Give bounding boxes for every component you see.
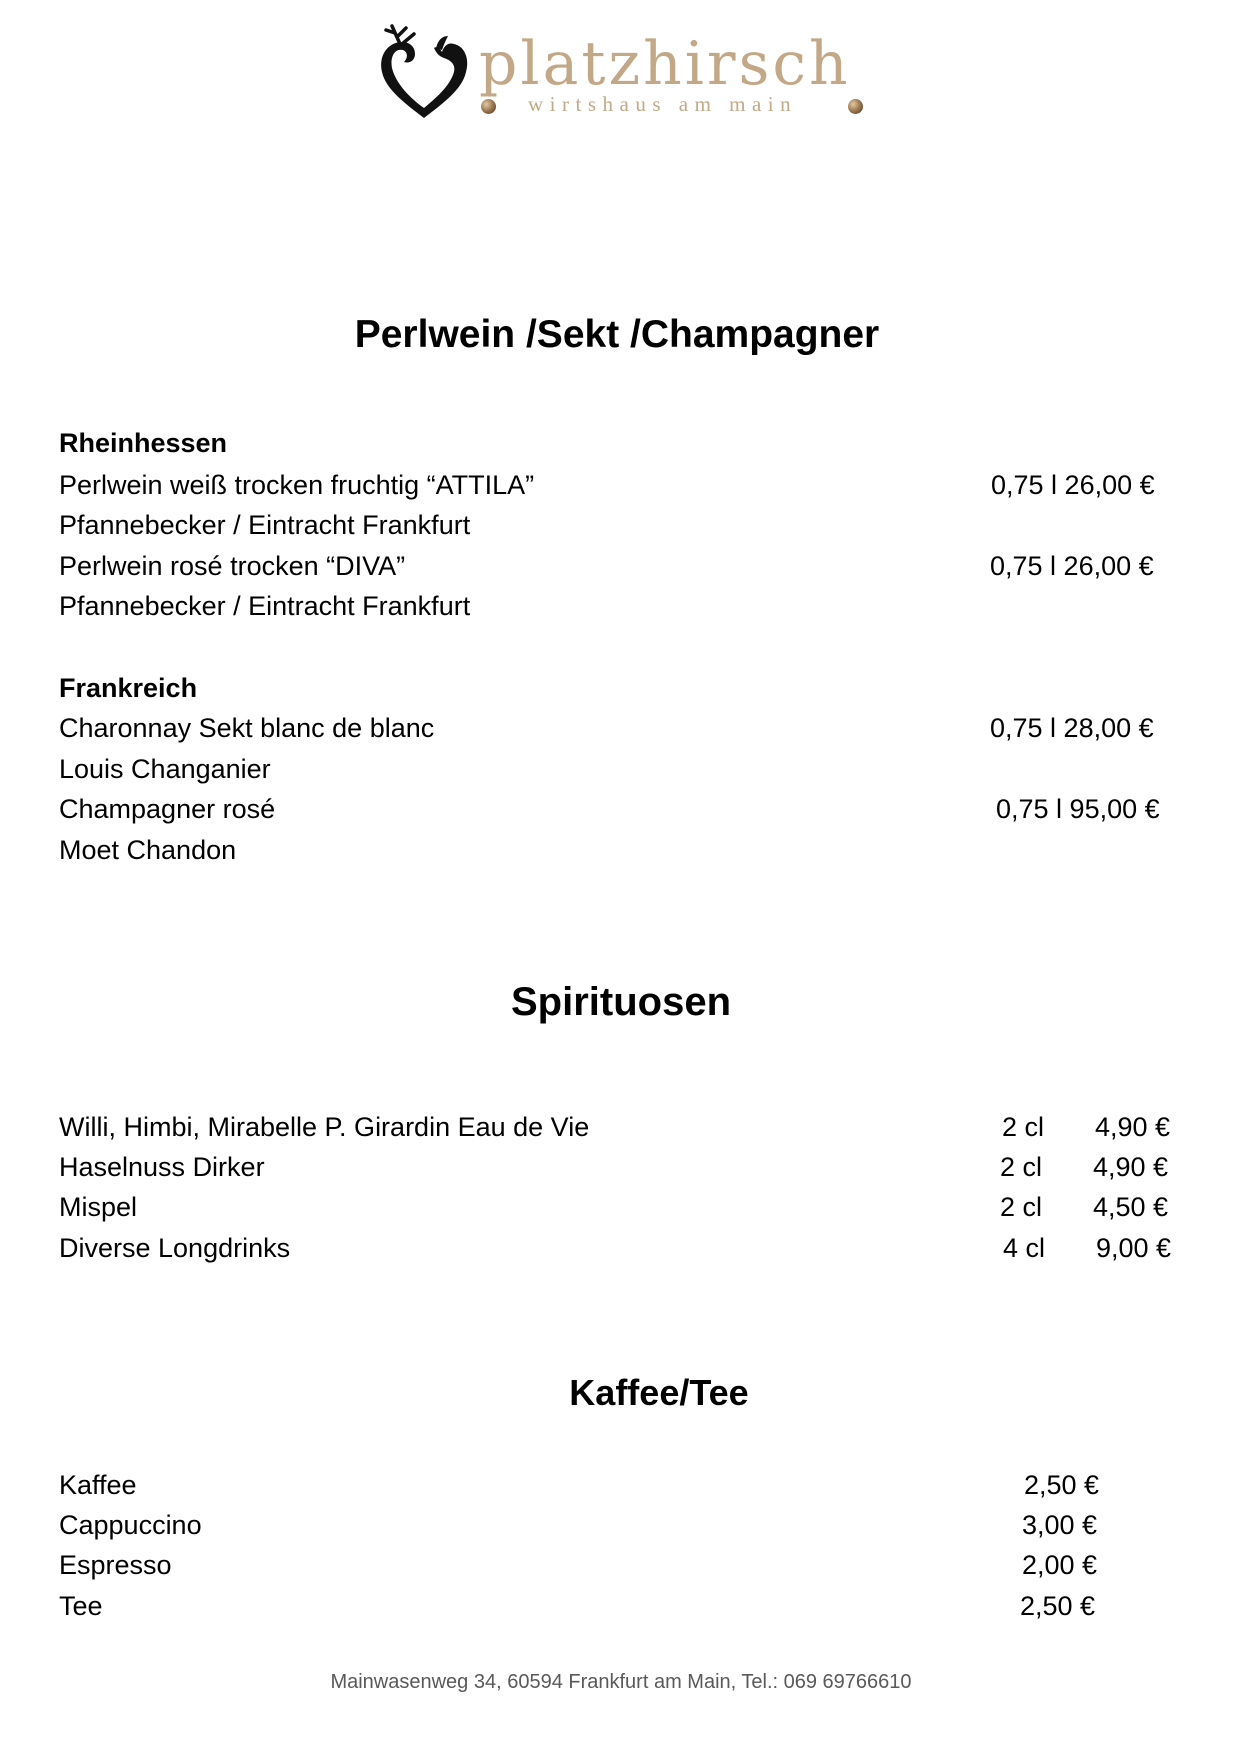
menu-item: Willi, Himbi, Mirabelle P. Girardin Eau de Vie [59,1112,590,1142]
menu-item: Louis Changanier [59,754,271,784]
menu-item: Kaffee [59,1470,137,1500]
menu-item-price: 0,75 l 26,00 € [990,551,1154,581]
menu-item-price: 0,75 l 26,00 € [991,470,1155,500]
menu-item: Diverse Longdrinks [59,1233,291,1263]
section-heading-kaffee: Kaffee/Tee [569,1372,749,1413]
menu-item: Charonnay Sekt blanc de blanc [59,713,435,743]
menu-item: Tee [59,1591,103,1621]
menu-item-price: 2,50 € [1024,1470,1100,1500]
section-heading-sekt: Perlwein /Sekt /Champagner [354,313,880,356]
menu-item: Pfannebecker / Eintracht Frankfurt [59,591,471,621]
menu-item-price: 4,50 € [1093,1192,1169,1222]
menu-item: Pfannebecker / Eintracht Frankfurt [59,510,471,540]
subheading-rheinhessen: Rheinhessen [59,428,228,458]
menu-item: Perlwein rosé trocken “DIVA” [59,551,406,581]
menu-item-price: 3,00 € [1022,1510,1098,1540]
menu-item: Perlwein weiß trocken fruchtig “ATTILA” [59,470,535,500]
menu-item: Haselnuss Dirker [59,1152,265,1182]
menu-item-price: 2,50 € [1020,1591,1096,1621]
deer-heart-icon [378,22,470,122]
section-heading-spirits: Spirituosen [510,980,732,1024]
menu-item: Moet Chandon [59,835,237,865]
logo-tagline: wirtshaus am main [528,92,798,116]
menu-item-price: 4,90 € [1093,1152,1169,1182]
logo-name: platzhirsch [479,29,851,99]
menu-item: Champagner rosé [59,794,276,824]
menu-item-price: 4,90 € [1095,1112,1171,1142]
menu-item: Cappuccino [59,1510,202,1540]
menu-item: Mispel [59,1192,138,1222]
menu-item-volume: 2 cl [1002,1112,1045,1142]
menu-item-volume: 2 cl [1000,1152,1043,1182]
menu-item-price: 0,75 l 28,00 € [990,713,1154,743]
logo-dot-left [481,99,496,114]
menu-item: Espresso [59,1550,172,1580]
menu-item-price: 0,75 l 95,00 € [996,794,1160,824]
menu-item-price: 2,00 € [1022,1550,1098,1580]
subheading-frankreich: Frankreich [59,673,198,703]
logo-dot-right [848,99,863,114]
menu-item-volume: 4 cl [1003,1233,1046,1263]
menu-item-price: 9,00 € [1096,1233,1172,1263]
footer-address: Mainwasenweg 34, 60594 Frankfurt am Main, Tel.: 069 69766610 [330,1671,912,1693]
menu-item-volume: 2 cl [1000,1192,1043,1222]
platzhirsch-logo [378,22,878,122]
